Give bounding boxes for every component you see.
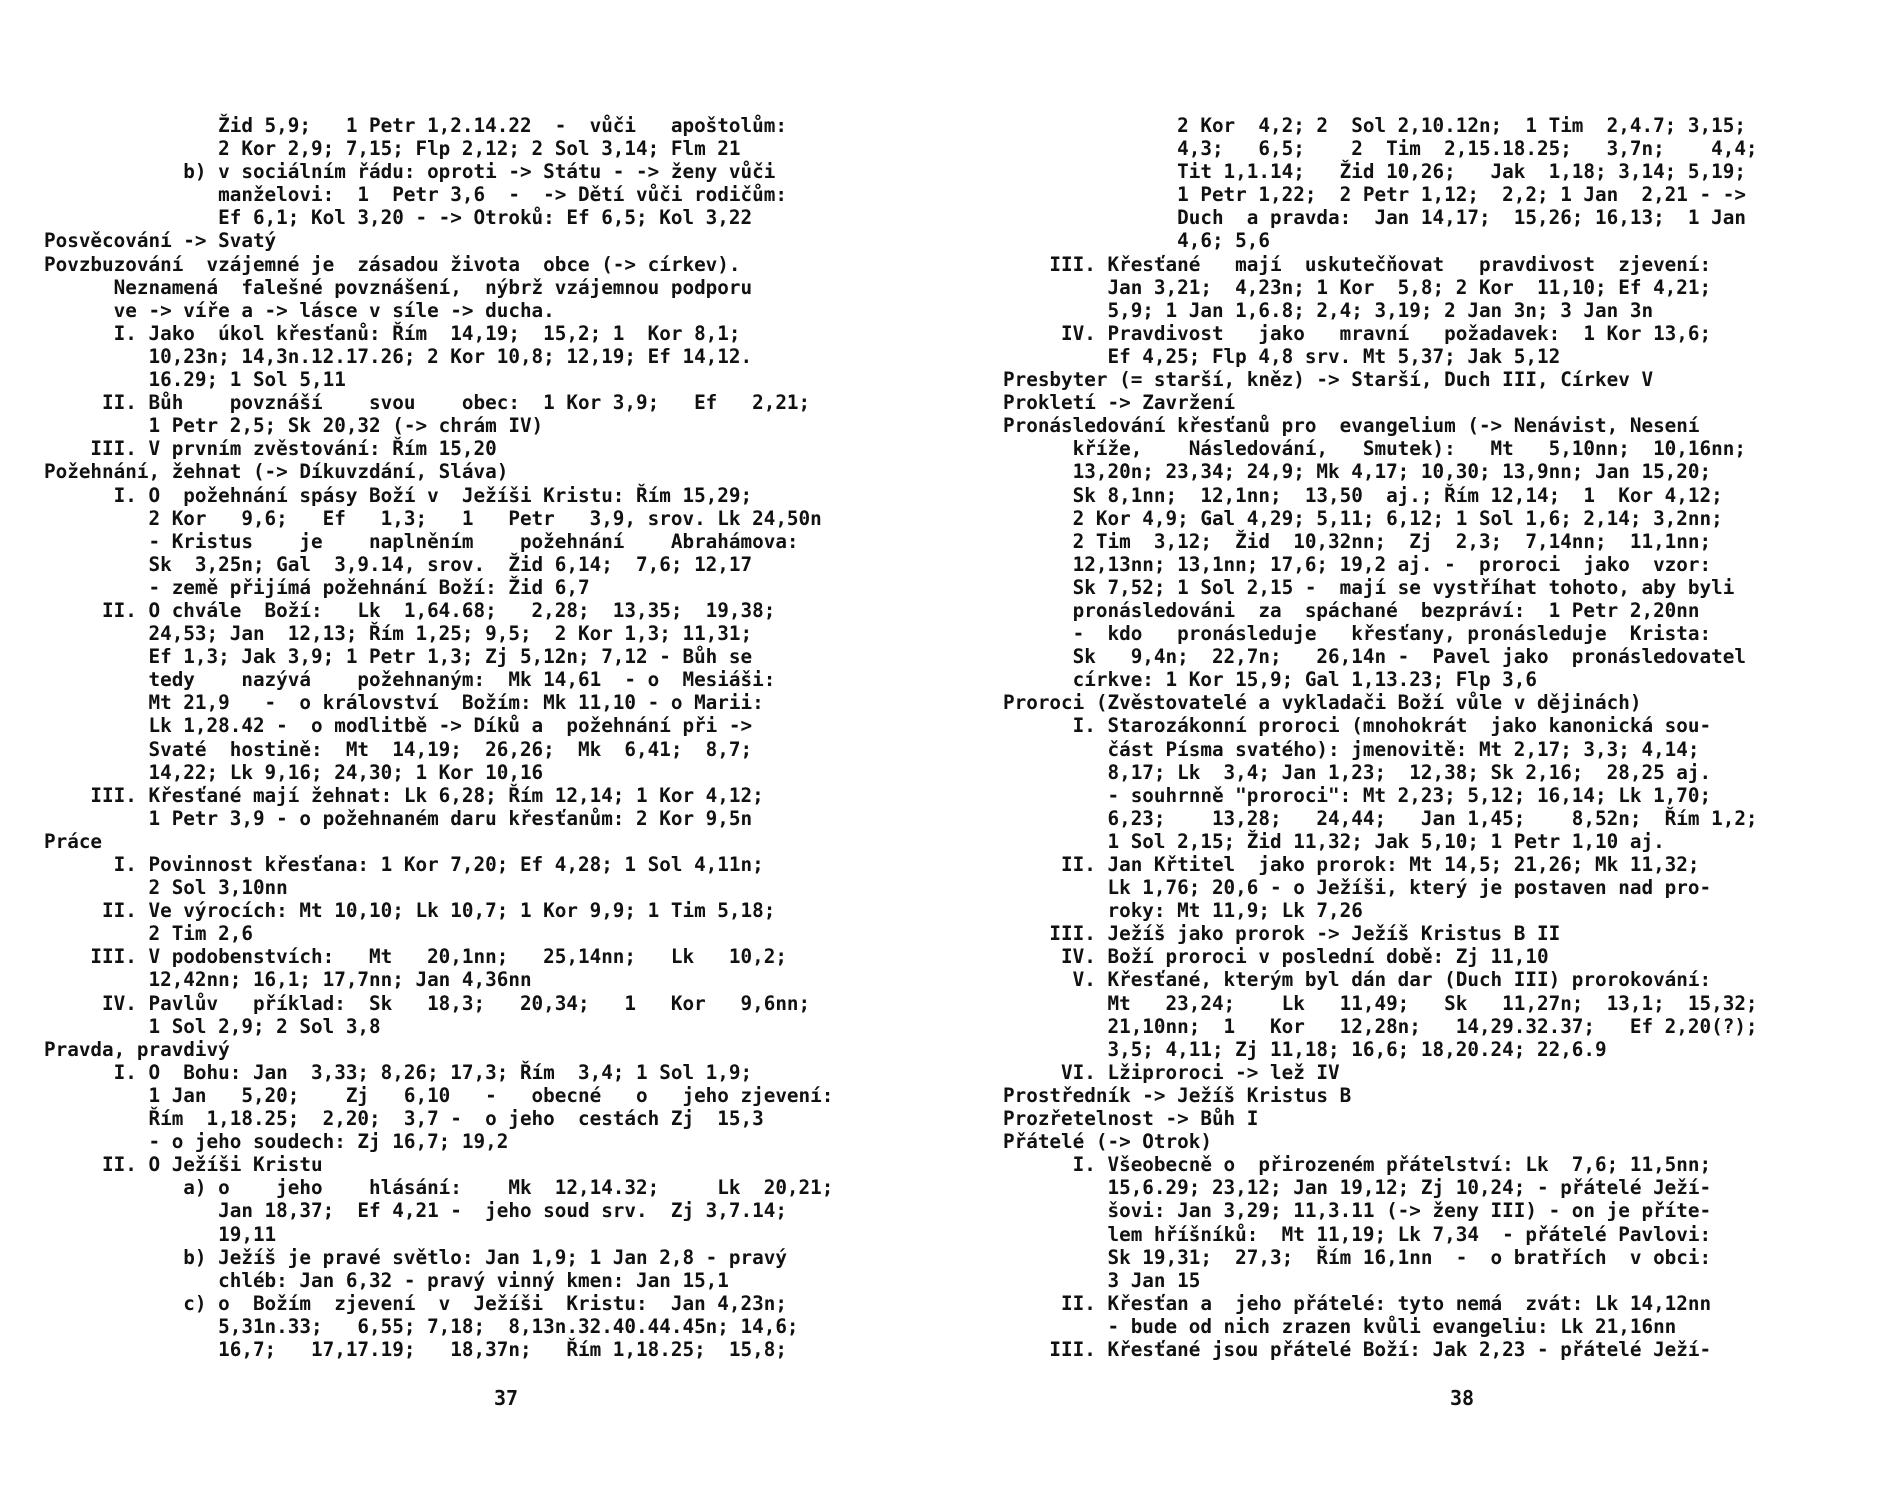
right-page-line: Pronásledování křesťanů pro evangelium (-> Nenávist, Nesení <box>1003 414 1700 438</box>
right-page-line: Tit 1,1.14; Žid 10,26; Jak 1,18; 3,14; 5,19; <box>1003 160 1746 184</box>
right-page-line: III. Ježíš jako prorok -> Ježíš Kristus B II <box>1003 922 1561 946</box>
right-page-line: I. Starozákonní proroci (mnohokrát jako kanonická sou- <box>1003 714 1712 738</box>
left-page-line: 16,7; 17,17.19; 18,37n; Řím 1,18.25; 15,8; <box>44 1337 787 1361</box>
right-page-line: III. Křesťané mají uskutečňovat pravdivost zjevení: <box>1003 252 1712 276</box>
left-page-line: tedy nazývá požehnaným: Mk 14,61 - o Mesiáši: <box>44 668 776 692</box>
left-page-line: - o jeho soudech: Zj 16,7; 19,2 <box>44 1130 509 1154</box>
right-page-line: 5,9; 1 Jan 1,6.8; 2,4; 3,19; 2 Jan 3n; 3 Jan 3n <box>1003 298 1654 322</box>
right-page-line: - bude od nich zrazen kvůli evangeliu: Lk 21,16nn <box>1003 1314 1677 1338</box>
left-page-line: Mt 21,9 - o království Božím: Mk 11,10 - o Marii: <box>44 691 764 715</box>
left-page-line: manželovi: 1 Petr 3,6 - -> Dětí vůči rodičům: <box>44 183 787 207</box>
right-page-line: 4,6; 5,6 <box>1003 229 1270 253</box>
left-page-line: Povzbuzování vzájemné je zásadou života obce (-> církev). <box>44 252 741 276</box>
left-page-line: Lk 1,28.42 - o modlitbě -> Díků a požehnání při -> <box>44 714 753 738</box>
right-page-line: 1 Petr 1,22; 2 Petr 1,12; 2,2; 1 Jan 2,21 - -> <box>1003 183 1746 207</box>
right-page-line: III. Křesťané jsou přátelé Boží: Jak 2,23 - přátelé Ježí- <box>1003 1337 1712 1361</box>
left-page-line: I. O požehnání spásy Boží v Ježíši Kristu: Řím 15,29; <box>44 483 753 507</box>
left-page-line: Pravda, pravdivý <box>44 1037 230 1061</box>
left-page-line: 10,23n; 14,3n.12.17.26; 2 Kor 10,8; 12,19; Ef 14,12. <box>44 344 753 368</box>
left-page-line: I. Povinnost křesťana: 1 Kor 7,20; Ef 4,28; 1 Sol 4,11n; <box>44 853 764 876</box>
left-page-line: 5,31n.33; 6,55; 7,18; 8,13n.32.40.44.45n; 14,6; <box>44 1314 799 1338</box>
right-page-line: 3,5; 4,11; Zj 11,18; 16,6; 18,20.24; 22,6.9 <box>1003 1037 1607 1061</box>
right-page-line: Prostředník -> Ježíš Kristus B <box>1003 1083 1352 1107</box>
right-page-line: 8,17; Lk 3,4; Jan 1,23; 12,38; Sk 2,16; 28,25 aj. <box>1003 760 1712 784</box>
right-page-line: Mt 23,24; Lk 11,49; Sk 11,27n; 13,1; 15,32; <box>1003 991 1758 1015</box>
left-page-line: 1 Petr 3,9 - o požehnaném daru křesťanům: 2 Kor 9,5n <box>44 806 753 830</box>
right-page-line: 21,10nn; 1 Kor 12,28n; 14,29.32.37; Ef 2,20(?); <box>1003 1014 1758 1038</box>
right-page-line: Lk 1,76; 20,6 - o Ježíši, který je postaven nad pro- <box>1003 876 1712 900</box>
right-page-line: 13,20n; 23,34; 24,9; Mk 4,17; 10,30; 13,9nn; Jan 15,20; <box>1003 460 1712 484</box>
left-page-line: 1 Jan 5,20; Zj 6,10 - obecné o jeho zjevení: <box>44 1083 834 1107</box>
left-page-line: 2 Kor 2,9; 7,15; Flp 2,12; 2 Sol 3,14; Flm 21 <box>44 137 741 161</box>
left-page-line: 2 Kor 9,6; Ef 1,3; 1 Petr 3,9, srov. Lk 24,50n <box>44 506 822 530</box>
right-page-line: Sk 9,4n; 22,7n; 26,14n - Pavel jako pronásledovatel <box>1003 645 1746 669</box>
right-page-line: Přátelé (-> Otrok) <box>1003 1130 1212 1154</box>
left-page-line: Práce <box>44 829 103 853</box>
right-page-line: Sk 7,52; 1 Sol 2,15 - mají se vystříhat tohoto, aby byli <box>1003 575 1735 599</box>
left-page-line: 2 Tim 2,6 <box>44 922 253 946</box>
left-page-line: Žid 5,9; 1 Petr 1,2.14.22 - vůči apoštolům: <box>44 114 787 137</box>
right-page-line: 2 Kor 4,9; Gal 4,29; 5,11; 6,12; 1 Sol 1,6; 2,14; 3,2nn; <box>1003 506 1723 530</box>
left-page-line: II. O chvále Boží: Lk 1,64.68; 2,28; 13,35; 19,38; <box>44 598 776 622</box>
left-page-line: a) o jeho hlásání: Mk 12,14.32; Lk 20,21; <box>44 1176 834 1200</box>
right-page-number: 38 <box>1450 1386 1475 1410</box>
left-page-line: 2 Sol 3,10nn <box>44 876 288 900</box>
left-page-line: chléb: Jan 6,32 - pravý vinný kmen: Jan 15,1 <box>44 1268 729 1292</box>
left-page-line: c) o Božím zjevení v Ježíši Kristu: Jan 4,23n; <box>44 1291 787 1315</box>
right-page-line: VI. Lžiproroci -> lež IV <box>1003 1060 1340 1084</box>
left-page-line: 14,22; Lk 9,16; 24,30; 1 Kor 10,16 <box>44 760 544 784</box>
right-page-line: 12,13nn; 13,1nn; 17,6; 19,2 aj. - proroci jako vzor: <box>1003 552 1712 576</box>
left-page-line: 1 Sol 2,9; 2 Sol 3,8 <box>44 1014 381 1038</box>
left-page-line: Ef 1,3; Jak 3,9; 1 Petr 1,3; Zj 5,12n; 7,12 - Bůh se <box>44 645 753 669</box>
left-page-line: IV. Pavlův příklad: Sk 18,3; 20,34; 1 Kor 9,6nn; <box>44 991 811 1015</box>
right-page-line: 15,6.29; 23,12; Jan 19,12; Zj 10,24; - přátelé Ježí- <box>1003 1176 1712 1200</box>
right-page-line: část Písma svatého): jmenovitě: Mt 2,17; 3,3; 4,14; <box>1003 737 1700 761</box>
right-page-line: IV. Pravdivost jako mravní požadavek: 1 Kor 13,6; <box>1003 321 1712 345</box>
right-page-line: Presbyter (= starší, kněz) -> Starší, Duch III, Církev V <box>1003 368 1654 392</box>
right-page-line: 2 Kor 4,2; 2 Sol 2,10.12n; 1 Tim 2,4.7; 3,15; <box>1003 114 1746 137</box>
right-page-line: V. Křesťané, kterým byl dán dar (Duch III) prorokování: <box>1003 968 1712 992</box>
left-page-line: Svaté hostině: Mt 14,19; 26,26; Mk 6,41; 8,7; <box>44 737 753 761</box>
left-page-line: II. Bůh povznáší svou obec: 1 Kor 3,9; Ef 2,21; <box>44 391 811 415</box>
right-page-line: 2 Tim 3,12; Žid 10,32nn; Zj 2,3; 7,14nn; 11,1nn; <box>1003 529 1712 553</box>
left-page-line: b) Ježíš je pravé světlo: Jan 1,9; 1 Jan 2,8 - pravý <box>44 1245 787 1269</box>
right-page-line: 6,23; 13,28; 24,44; Jan 1,45; 8,52n; Řím 1,2; <box>1003 806 1758 830</box>
left-page-text <box>44 114 944 1361</box>
left-page-line: Ef 6,1; Kol 3,20 - -> Otroků: Ef 6,5; Kol 3,22 <box>44 206 753 230</box>
right-page-line: roky: Mt 11,9; Lk 7,26 <box>1003 899 1363 923</box>
right-page-line: Ef 4,25; Flp 4,8 srv. Mt 5,37; Jak 5,12 <box>1003 344 1561 368</box>
right-page-line: - souhrnně "proroci": Mt 2,23; 5,12; 16,14; Lk 1,70; <box>1003 783 1712 807</box>
right-page-line: Prozřetelnost -> Bůh I <box>1003 1107 1259 1131</box>
left-page-line: Posvěcování -> Svatý <box>44 229 277 253</box>
left-page-line: II. Ve výrocích: Mt 10,10; Lk 10,7; 1 Kor 9,9; 1 Tim 5,18; <box>44 899 776 923</box>
right-page-line: II. Jan Křtitel jako prorok: Mt 14,5; 21,26; Mk 11,32; <box>1003 853 1700 876</box>
right-page-line: Jan 3,21; 4,23n; 1 Kor 5,8; 2 Kor 11,10; Ef 4,21; <box>1003 275 1712 299</box>
left-page-line: Jan 18,37; Ef 4,21 - jeho soud srv. Zj 3,7.14; <box>44 1199 787 1223</box>
left-page-line: b) v sociálním řádu: oproti -> Státu - -> ženy vůči <box>44 160 776 184</box>
left-page-line: II. O Ježíši Kristu <box>44 1153 323 1177</box>
left-page-line: 12,42nn; 16,1; 17,7nn; Jan 4,36nn <box>44 968 532 992</box>
left-page-line: Požehnání, žehnat (-> Díkuvzdání, Sláva) <box>44 460 509 484</box>
left-page-line: Sk 3,25n; Gal 3,9.14, srov. Žid 6,14; 7,6; 12,17 <box>44 552 753 576</box>
right-page-line: Sk 19,31; 27,3; Řím 16,1nn - o bratřích v obci: <box>1003 1245 1712 1269</box>
right-page-line: II. Křesťan a jeho přátelé: tyto nemá zvát: Lk 14,12nn <box>1003 1291 1712 1315</box>
left-page-line: - země přijímá požehnání Boží: Žid 6,7 <box>44 575 590 599</box>
right-page-text <box>1003 114 1863 1361</box>
right-page-line: Proroci (Zvěstovatelé a vykladači Boží vůle v dějinách) <box>1003 691 1642 715</box>
right-page-line: IV. Boží proroci v poslední době: Zj 11,10 <box>1003 945 1549 969</box>
left-page-line: 24,53; Jan 12,13; Řím 1,25; 9,5; 2 Kor 1,3; 11,31; <box>44 622 753 646</box>
left-page-line: III. V podobenstvích: Mt 20,1nn; 25,14nn; Lk 10,2; <box>44 945 787 969</box>
right-page-line: I. Všeobecně o přirozeném přátelství: Lk 7,6; 11,5nn; <box>1003 1153 1712 1177</box>
right-page-line: pronásledováni za spáchané bezpráví: 1 Petr 2,20nn <box>1003 598 1700 622</box>
right-page-line: 1 Sol 2,15; Žid 11,32; Jak 5,10; 1 Petr 1,10 aj. <box>1003 829 1665 853</box>
right-page-line: 3 Jan 15 <box>1003 1268 1201 1292</box>
left-page-line: ve -> víře a -> lásce v síle -> ducha. <box>44 298 555 322</box>
left-page-line: 1 Petr 2,5; Sk 20,32 (-> chrám IV) <box>44 414 544 438</box>
right-page-line: kříže, Následování, Smutek): Mt 5,10nn; 10,16nn; <box>1003 437 1746 461</box>
left-page-line: I. O Bohu: Jan 3,33; 8,26; 17,3; Řím 3,4; 1 Sol 1,9; <box>44 1060 753 1084</box>
left-page-number: 37 <box>494 1386 519 1410</box>
right-page-line: Duch a pravda: Jan 14,17; 15,26; 16,13; 1 Jan <box>1003 206 1746 230</box>
left-page-line: Řím 1,18.25; 2,20; 3,7 - o jeho cestách Zj 15,3 <box>44 1107 764 1131</box>
right-page-line: Prokletí -> Zavržení <box>1003 391 1236 415</box>
right-page-line: lem hříšníků: Mt 11,19; Lk 7,34 - přátelé Pavlovi: <box>1003 1222 1712 1246</box>
right-page-line: 4,3; 6,5; 2 Tim 2,15.18.25; 3,7n; 4,4; <box>1003 137 1758 161</box>
left-page-line: III. Křesťané mají žehnat: Lk 6,28; Řím 12,14; 1 Kor 4,12; <box>44 783 764 807</box>
left-page-line: - Kristus je naplněním požehnání Abrahámova: <box>44 529 799 553</box>
right-page-line: - kdo pronásleduje křesťany, pronásleduje Krista: <box>1003 622 1712 646</box>
right-page-line: Sk 8,1nn; 12,1nn; 13,50 aj.; Řím 12,14; 1 Kor 4,12; <box>1003 483 1723 507</box>
right-page-line: šovi: Jan 3,29; 11,3.11 (-> ženy III) - on je příte- <box>1003 1199 1712 1223</box>
left-page-line: 19,11 <box>44 1222 277 1246</box>
left-page-line: III. V prvním zvěstování: Řím 15,20 <box>44 437 497 461</box>
left-page-line: I. Jako úkol křesťanů: Řím 14,19; 15,2; 1 Kor 8,1; <box>44 321 741 345</box>
left-page-line: 16.29; 1 Sol 5,11 <box>44 368 346 392</box>
right-page-line: církve: 1 Kor 15,9; Gal 1,13.23; Flp 3,6 <box>1003 668 1537 692</box>
left-page-line: Neznamená falešné povznášení, nýbrž vzájemnou podporu <box>44 275 753 299</box>
